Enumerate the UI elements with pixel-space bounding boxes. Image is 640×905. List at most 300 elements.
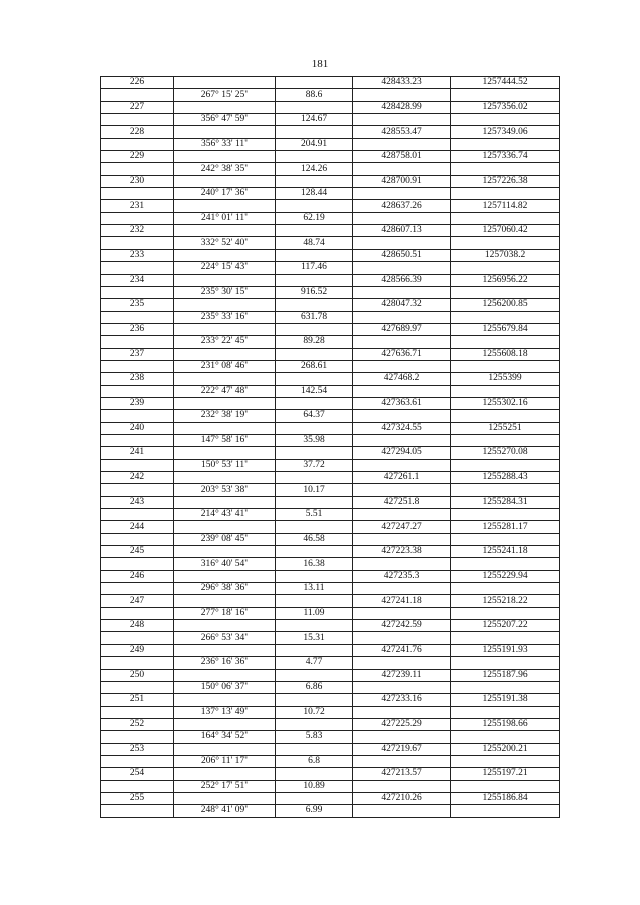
empty-cell — [451, 681, 560, 693]
northing-cell: 428428.99 — [353, 101, 451, 113]
northing-cell: 428637.26 — [353, 200, 451, 212]
bearing-cell: 150° 06' 37" — [174, 681, 276, 693]
bearing-cell: 224° 15' 43" — [174, 262, 276, 274]
point-number-cell: 230 — [101, 175, 174, 187]
empty-cell — [353, 632, 451, 644]
empty-cell — [353, 212, 451, 224]
empty-cell — [276, 718, 353, 730]
northing-cell: 427239.11 — [353, 669, 451, 681]
point-number-cell: 253 — [101, 743, 174, 755]
point-row — [101, 472, 560, 484]
empty-cell — [353, 459, 451, 471]
northing-cell: 427251.8 — [353, 496, 451, 508]
empty-cell — [353, 410, 451, 422]
segment-row — [101, 311, 560, 323]
easting-cell: 1255191.38 — [451, 694, 560, 706]
empty-cell — [101, 262, 174, 274]
point-number-cell: 234 — [101, 274, 174, 286]
empty-cell — [101, 188, 174, 200]
distance-cell: 5.51 — [276, 509, 353, 521]
segment-row — [101, 558, 560, 570]
bearing-cell: 356° 47' 59" — [174, 114, 276, 126]
northing-cell: 428607.13 — [353, 225, 451, 237]
empty-cell — [174, 126, 276, 138]
empty-cell — [276, 151, 353, 163]
empty-cell — [451, 286, 560, 298]
point-row — [101, 792, 560, 804]
point-row — [101, 348, 560, 360]
empty-cell — [353, 657, 451, 669]
point-number-cell: 242 — [101, 472, 174, 484]
distance-cell: 35.98 — [276, 434, 353, 446]
northing-cell: 427294.05 — [353, 447, 451, 459]
empty-cell — [451, 558, 560, 570]
segment-row — [101, 262, 560, 274]
distance-cell: 37.72 — [276, 459, 353, 471]
bearing-cell: 232° 38' 19" — [174, 410, 276, 422]
point-row — [101, 422, 560, 434]
empty-cell — [276, 299, 353, 311]
distance-cell: 128.44 — [276, 188, 353, 200]
empty-cell — [276, 200, 353, 212]
northing-cell: 427247.27 — [353, 521, 451, 533]
point-row — [101, 669, 560, 681]
point-row — [101, 299, 560, 311]
empty-cell — [451, 114, 560, 126]
empty-cell — [451, 459, 560, 471]
empty-cell — [101, 385, 174, 397]
northing-cell: 427636.71 — [353, 348, 451, 360]
bearing-cell: 240° 17' 36" — [174, 188, 276, 200]
distance-cell: 916.52 — [276, 286, 353, 298]
easting-cell: 1255207.22 — [451, 620, 560, 632]
empty-cell — [353, 114, 451, 126]
bearing-cell: 147° 58' 16" — [174, 434, 276, 446]
empty-cell — [276, 644, 353, 656]
point-number-cell: 249 — [101, 644, 174, 656]
point-row — [101, 274, 560, 286]
segment-row — [101, 706, 560, 718]
bearing-cell: 356° 33' 11" — [174, 138, 276, 150]
segment-row — [101, 509, 560, 521]
bearing-cell: 137° 13' 49" — [174, 706, 276, 718]
bearing-cell: 332° 52' 40" — [174, 237, 276, 249]
point-row — [101, 521, 560, 533]
distance-cell: 124.67 — [276, 114, 353, 126]
bearing-cell: 252° 17' 51" — [174, 780, 276, 792]
distance-cell: 11.09 — [276, 607, 353, 619]
northing-cell: 427233.16 — [353, 694, 451, 706]
bearing-cell: 248° 41' 09" — [174, 805, 276, 817]
empty-cell — [174, 521, 276, 533]
empty-cell — [101, 286, 174, 298]
empty-cell — [451, 212, 560, 224]
northing-cell: 427689.97 — [353, 323, 451, 335]
segment-row — [101, 360, 560, 372]
segment-row — [101, 163, 560, 175]
point-number-cell: 236 — [101, 323, 174, 335]
empty-cell — [353, 138, 451, 150]
empty-cell — [451, 780, 560, 792]
empty-cell — [101, 805, 174, 817]
point-row — [101, 175, 560, 187]
survey-coordinates-table — [100, 76, 560, 818]
northing-cell: 427324.55 — [353, 422, 451, 434]
easting-cell: 1255251 — [451, 422, 560, 434]
bearing-cell: 150° 53' 11" — [174, 459, 276, 471]
distance-cell: 10.17 — [276, 484, 353, 496]
empty-cell — [451, 360, 560, 372]
empty-cell — [353, 262, 451, 274]
bearing-cell: 235° 30' 15" — [174, 286, 276, 298]
empty-cell — [451, 237, 560, 249]
empty-cell — [353, 755, 451, 767]
empty-cell — [101, 459, 174, 471]
easting-cell: 1256200.85 — [451, 299, 560, 311]
distance-cell: 10.72 — [276, 706, 353, 718]
empty-cell — [174, 496, 276, 508]
point-row — [101, 496, 560, 508]
empty-cell — [276, 743, 353, 755]
empty-cell — [174, 225, 276, 237]
empty-cell — [353, 533, 451, 545]
northing-cell: 427468.2 — [353, 373, 451, 385]
empty-cell — [101, 163, 174, 175]
empty-cell — [353, 484, 451, 496]
easting-cell: 1255399 — [451, 373, 560, 385]
easting-cell: 1255186.84 — [451, 792, 560, 804]
point-number-cell: 255 — [101, 792, 174, 804]
empty-cell — [101, 607, 174, 619]
easting-cell: 1255241.18 — [451, 546, 560, 558]
empty-cell — [174, 323, 276, 335]
easting-cell: 1257038.2 — [451, 249, 560, 261]
empty-cell — [451, 805, 560, 817]
empty-cell — [101, 336, 174, 348]
empty-cell — [353, 780, 451, 792]
northing-cell: 427363.61 — [353, 397, 451, 409]
easting-cell: 1257226.38 — [451, 175, 560, 187]
empty-cell — [451, 657, 560, 669]
northing-cell: 427223.38 — [353, 546, 451, 558]
segment-row — [101, 533, 560, 545]
segment-row — [101, 410, 560, 422]
segment-row — [101, 385, 560, 397]
point-number-cell: 247 — [101, 595, 174, 607]
point-number-cell: 244 — [101, 521, 174, 533]
point-row — [101, 546, 560, 558]
empty-cell — [353, 558, 451, 570]
easting-cell: 1255191.93 — [451, 644, 560, 656]
northing-cell: 427225.29 — [353, 718, 451, 730]
page-number: 181 — [311, 58, 329, 70]
empty-cell — [101, 533, 174, 545]
point-row — [101, 644, 560, 656]
empty-cell — [451, 484, 560, 496]
empty-cell — [101, 311, 174, 323]
easting-cell: 1255198.66 — [451, 718, 560, 730]
segment-row — [101, 212, 560, 224]
empty-cell — [174, 299, 276, 311]
bearing-cell: 235° 33' 16" — [174, 311, 276, 323]
distance-cell: 5.83 — [276, 731, 353, 743]
distance-cell: 62.19 — [276, 212, 353, 224]
bearing-cell: 266° 53' 34" — [174, 632, 276, 644]
point-row — [101, 151, 560, 163]
empty-cell — [174, 694, 276, 706]
empty-cell — [174, 718, 276, 730]
empty-cell — [353, 434, 451, 446]
segment-row — [101, 336, 560, 348]
bearing-cell: 242° 38' 35" — [174, 163, 276, 175]
empty-cell — [174, 175, 276, 187]
bearing-cell: 236° 16' 36" — [174, 657, 276, 669]
empty-cell — [276, 546, 353, 558]
empty-cell — [174, 792, 276, 804]
empty-cell — [101, 731, 174, 743]
point-number-cell: 228 — [101, 126, 174, 138]
empty-cell — [451, 509, 560, 521]
empty-cell — [451, 607, 560, 619]
empty-cell — [174, 200, 276, 212]
empty-cell — [101, 780, 174, 792]
empty-cell — [101, 706, 174, 718]
empty-cell — [101, 657, 174, 669]
empty-cell — [451, 434, 560, 446]
empty-cell — [451, 188, 560, 200]
empty-cell — [101, 484, 174, 496]
easting-cell: 1257336.74 — [451, 151, 560, 163]
easting-cell: 1255187.96 — [451, 669, 560, 681]
northing-cell: 428700.91 — [353, 175, 451, 187]
segment-row — [101, 459, 560, 471]
segment-row — [101, 138, 560, 150]
empty-cell — [276, 669, 353, 681]
easting-cell: 1257356.02 — [451, 101, 560, 113]
empty-cell — [276, 373, 353, 385]
empty-cell — [101, 755, 174, 767]
segment-row — [101, 755, 560, 767]
empty-cell — [101, 360, 174, 372]
empty-cell — [174, 422, 276, 434]
distance-cell: 6.99 — [276, 805, 353, 817]
bearing-cell: 231° 08' 46" — [174, 360, 276, 372]
empty-cell — [174, 669, 276, 681]
empty-cell — [174, 743, 276, 755]
distance-cell: 46.58 — [276, 533, 353, 545]
point-number-cell: 252 — [101, 718, 174, 730]
segment-row — [101, 681, 560, 693]
segment-row — [101, 484, 560, 496]
empty-cell — [353, 336, 451, 348]
segment-row — [101, 237, 560, 249]
bearing-cell: 296° 38' 36" — [174, 583, 276, 595]
empty-cell — [353, 805, 451, 817]
empty-cell — [174, 249, 276, 261]
northing-cell: 427219.67 — [353, 743, 451, 755]
easting-cell: 1256956.22 — [451, 274, 560, 286]
distance-cell: 16.38 — [276, 558, 353, 570]
point-row — [101, 595, 560, 607]
northing-cell: 428433.23 — [353, 77, 451, 89]
distance-cell: 88.6 — [276, 89, 353, 101]
empty-cell — [174, 620, 276, 632]
easting-cell: 1257114.82 — [451, 200, 560, 212]
empty-cell — [353, 163, 451, 175]
empty-cell — [174, 570, 276, 582]
empty-cell — [101, 434, 174, 446]
easting-cell: 1255270.08 — [451, 447, 560, 459]
distance-cell: 204.91 — [276, 138, 353, 150]
point-number-cell: 251 — [101, 694, 174, 706]
distance-cell: 64.37 — [276, 410, 353, 422]
empty-cell — [276, 768, 353, 780]
northing-cell: 428650.51 — [353, 249, 451, 261]
distance-cell: 268.61 — [276, 360, 353, 372]
northing-cell: 427261.1 — [353, 472, 451, 484]
point-number-cell: 227 — [101, 101, 174, 113]
empty-cell — [174, 151, 276, 163]
bearing-cell: 214° 43' 41" — [174, 509, 276, 521]
point-row — [101, 249, 560, 261]
bearing-cell: 206° 11' 17" — [174, 755, 276, 767]
empty-cell — [353, 385, 451, 397]
northing-cell: 428566.39 — [353, 274, 451, 286]
point-row — [101, 373, 560, 385]
empty-cell — [353, 607, 451, 619]
easting-cell: 1255281.17 — [451, 521, 560, 533]
empty-cell — [276, 447, 353, 459]
empty-cell — [353, 681, 451, 693]
empty-cell — [451, 385, 560, 397]
empty-cell — [451, 336, 560, 348]
point-number-cell: 245 — [101, 546, 174, 558]
point-number-cell: 229 — [101, 151, 174, 163]
point-row — [101, 323, 560, 335]
empty-cell — [451, 706, 560, 718]
bearing-cell: 164° 34' 52" — [174, 731, 276, 743]
empty-cell — [451, 311, 560, 323]
empty-cell — [353, 583, 451, 595]
empty-cell — [174, 472, 276, 484]
empty-cell — [174, 595, 276, 607]
point-number-cell: 254 — [101, 768, 174, 780]
segment-row — [101, 89, 560, 101]
distance-cell: 4.77 — [276, 657, 353, 669]
point-number-cell: 246 — [101, 570, 174, 582]
segment-row — [101, 780, 560, 792]
bearing-cell: 203° 53' 38" — [174, 484, 276, 496]
empty-cell — [276, 175, 353, 187]
northing-cell: 427235.3 — [353, 570, 451, 582]
easting-cell: 1255229.94 — [451, 570, 560, 582]
point-number-cell: 239 — [101, 397, 174, 409]
distance-cell: 6.86 — [276, 681, 353, 693]
distance-cell: 117.46 — [276, 262, 353, 274]
northing-cell: 427210.26 — [353, 792, 451, 804]
point-row — [101, 397, 560, 409]
empty-cell — [451, 632, 560, 644]
empty-cell — [101, 632, 174, 644]
easting-cell: 1255284.31 — [451, 496, 560, 508]
empty-cell — [276, 472, 353, 484]
easting-cell: 1255608.18 — [451, 348, 560, 360]
point-row — [101, 200, 560, 212]
bearing-cell: 233° 22' 45" — [174, 336, 276, 348]
point-row — [101, 101, 560, 113]
empty-cell — [101, 89, 174, 101]
empty-cell — [353, 89, 451, 101]
empty-cell — [353, 706, 451, 718]
point-number-cell: 235 — [101, 299, 174, 311]
northing-cell: 427213.57 — [353, 768, 451, 780]
point-number-cell: 233 — [101, 249, 174, 261]
point-row — [101, 570, 560, 582]
segment-row — [101, 114, 560, 126]
empty-cell — [451, 138, 560, 150]
bearing-cell: 277° 18' 16" — [174, 607, 276, 619]
empty-cell — [174, 101, 276, 113]
empty-cell — [276, 496, 353, 508]
easting-cell: 1255288.43 — [451, 472, 560, 484]
segment-row — [101, 805, 560, 817]
point-number-cell: 238 — [101, 373, 174, 385]
point-number-cell: 241 — [101, 447, 174, 459]
easting-cell: 1255218.22 — [451, 595, 560, 607]
empty-cell — [101, 138, 174, 150]
distance-cell: 89.28 — [276, 336, 353, 348]
empty-cell — [174, 644, 276, 656]
segment-row — [101, 632, 560, 644]
empty-cell — [276, 77, 353, 89]
segment-row — [101, 583, 560, 595]
northing-cell: 427242.59 — [353, 620, 451, 632]
point-row — [101, 225, 560, 237]
empty-cell — [451, 163, 560, 175]
distance-cell: 124.26 — [276, 163, 353, 175]
empty-cell — [101, 114, 174, 126]
point-number-cell: 226 — [101, 77, 174, 89]
empty-cell — [451, 755, 560, 767]
segment-row — [101, 188, 560, 200]
point-row — [101, 694, 560, 706]
empty-cell — [353, 237, 451, 249]
empty-cell — [101, 681, 174, 693]
empty-cell — [101, 509, 174, 521]
easting-cell: 1255302.16 — [451, 397, 560, 409]
northing-cell: 428553.47 — [353, 126, 451, 138]
empty-cell — [276, 225, 353, 237]
segment-row — [101, 657, 560, 669]
distance-cell: 13.11 — [276, 583, 353, 595]
point-row — [101, 620, 560, 632]
empty-cell — [101, 558, 174, 570]
bearing-cell: 316° 40' 54" — [174, 558, 276, 570]
empty-cell — [101, 237, 174, 249]
point-row — [101, 743, 560, 755]
point-row — [101, 447, 560, 459]
empty-cell — [451, 89, 560, 101]
distance-cell: 48.74 — [276, 237, 353, 249]
empty-cell — [276, 348, 353, 360]
segment-row — [101, 434, 560, 446]
segment-row — [101, 286, 560, 298]
empty-cell — [276, 101, 353, 113]
point-row — [101, 768, 560, 780]
empty-cell — [451, 731, 560, 743]
empty-cell — [174, 546, 276, 558]
empty-cell — [276, 570, 353, 582]
